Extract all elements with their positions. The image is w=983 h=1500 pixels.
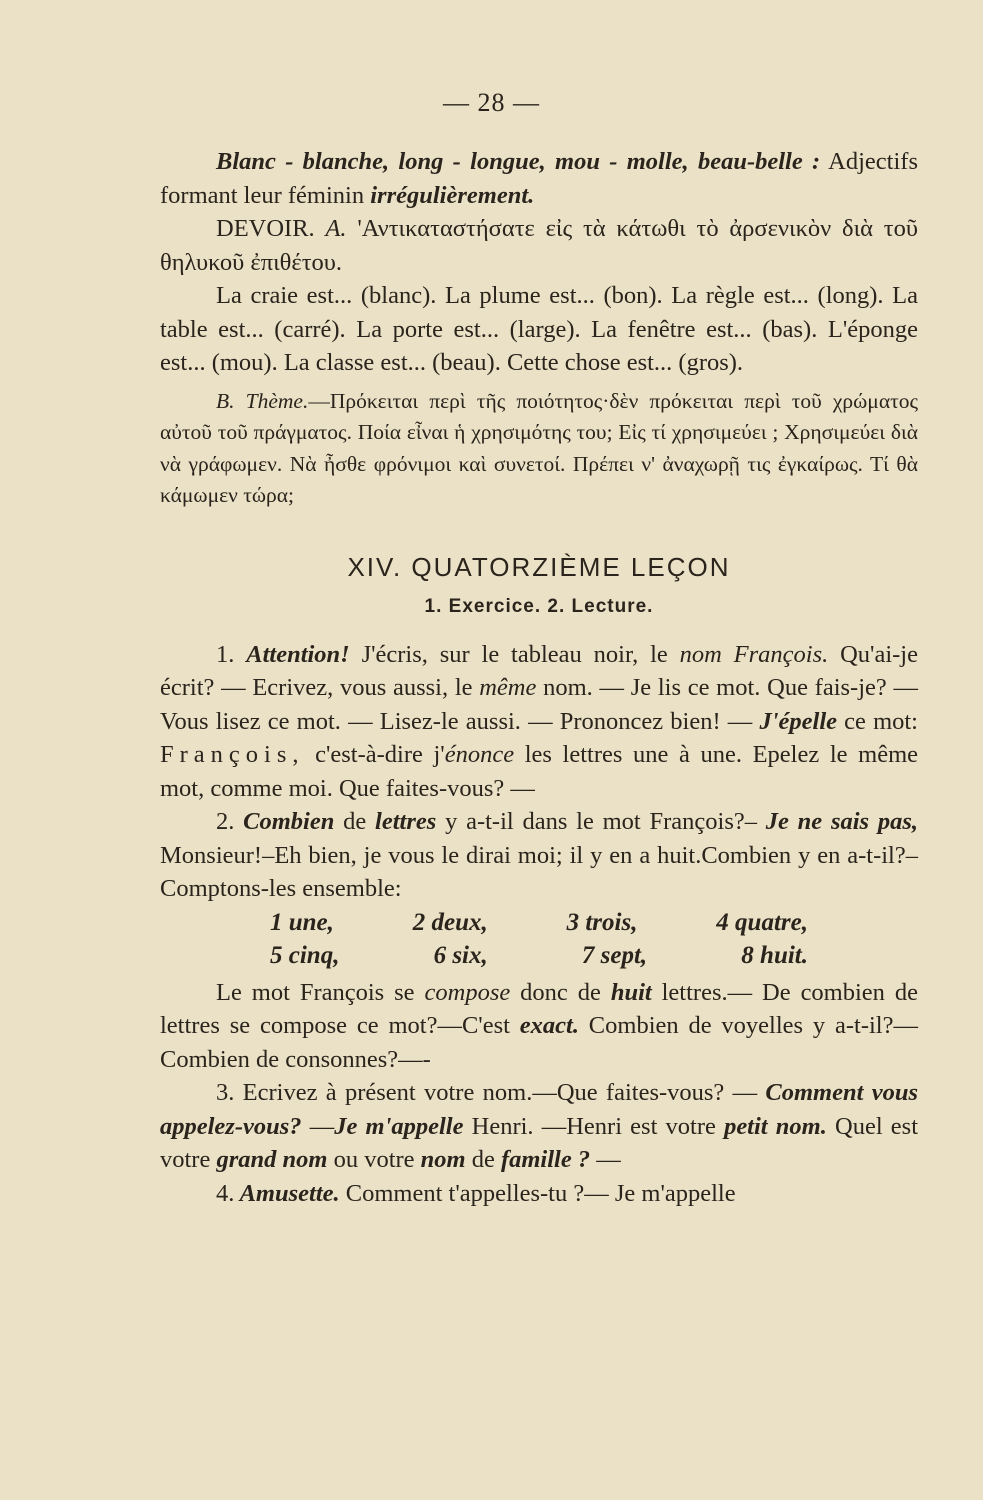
s3-k: de xyxy=(465,1146,501,1173)
s1-g: J'épelle xyxy=(759,707,837,735)
s2b-e: lettres.— De combien de lettres se compose ce mot?—C'est xyxy=(160,978,918,1039)
s2-b: de xyxy=(334,808,376,835)
s3-m: — xyxy=(590,1146,621,1173)
s1-k: les lettres une à une. Epelez le même mot, comme moi. Que faites-vous? — xyxy=(160,741,918,802)
s3-d: Je m'appelle xyxy=(334,1112,464,1140)
count-1: 1 une, xyxy=(270,908,334,936)
s1-i: c'est-à-dire j' xyxy=(304,741,445,768)
s2-f: Monsieur!–Eh bien, je vous le dirai moi; il y en a huit.Combien y en a-t-il?–Comptons-les ensemble: xyxy=(160,841,918,902)
s3-g: Quel est votre xyxy=(160,1112,919,1173)
s2b-c: donc de xyxy=(510,978,611,1006)
count-row-1 xyxy=(160,906,918,939)
page-body xyxy=(160,145,918,1210)
devoir-letter: A. xyxy=(325,215,347,242)
adjectives-paragraph xyxy=(160,145,918,212)
count-5: 5 cinq, xyxy=(270,941,340,969)
s1-e: même xyxy=(479,674,537,701)
adjectives-text: Adjectifs formant leur féminin xyxy=(160,148,918,209)
s2b-a: Le mot François se xyxy=(216,978,425,1006)
s3-h: grand nom xyxy=(216,1146,328,1173)
section-2-number: 2. xyxy=(216,808,235,835)
count-7: 7 sept, xyxy=(581,941,648,969)
section-3 xyxy=(160,1076,918,1177)
page-number: — 28 — xyxy=(443,88,540,117)
count-8: 8 huit. xyxy=(741,941,808,969)
devoir-paragraph xyxy=(160,212,918,279)
s1-b: J'écris, sur le tableau noir, le xyxy=(349,640,680,668)
s2b-d: huit xyxy=(610,978,652,1006)
count-2: 2 deux, xyxy=(412,908,488,936)
count-4: 4 quatre, xyxy=(716,908,808,936)
section-2b xyxy=(160,976,918,1077)
section-4-number: 4. xyxy=(216,1179,235,1207)
section-1 xyxy=(160,638,918,806)
theme-text: —Πρόκειται περὶ τῆς ποιότητος·δὲν πρόκειται περὶ τοῦ χρώματος αὐτοῦ τοῦ πράγματος. Ποία εἶναι ἡ χρησιμότης του; Εἰς τί χρησιμεύει ; Χρησιμεύει διὰ νὰ γράφωμεν. Νὰ ἦσθε φρόνιμοι καὶ συνετοί. Πρέπει ν' ἀναχωρῇ τις ἐγκαίρως. Τί θὰ κάμωμεν τώρα; xyxy=(160,388,918,507)
adjective-pairs: Blanc - blanche, long - longue, mou - molle, beau-belle : xyxy=(216,148,821,175)
count-6: 6 six, xyxy=(433,941,488,969)
s4-b: Comment t'appelles-tu ?— Je m'appelle xyxy=(339,1179,736,1207)
s1-a: Attention! xyxy=(246,640,350,668)
count-3: 3 trois, xyxy=(566,908,638,936)
section-3-number: 3. xyxy=(216,1079,235,1106)
s1-c: nom François. xyxy=(679,640,829,668)
s2-c: lettres xyxy=(375,808,437,835)
exercise-paragraph: La craie est... (blanc). La plume est... (bon). La règle est... (long). La table est... (carré). La porte est... (large). La fenêtre est... (bas). L'éponge est... (mou). La classe est... (beau). Cette chose est... (gros). xyxy=(160,282,918,376)
s2b-g: Combien de voyelles y a-t-il?—Combien de consonnes?—- xyxy=(160,1012,918,1073)
s2-a: Combien xyxy=(243,808,335,835)
s2-e: Je ne sais pas, xyxy=(765,808,919,835)
devoir-greek: 'Αντικαταστήσατε εἰς τὰ κάτωθι τὸ ἀρσενικὸν διὰ τοῦ θηλυκοῦ ἐπιθέτου. xyxy=(160,215,918,276)
s2-d: y a-t-il dans le mot François?– xyxy=(436,808,757,835)
s1-j: énonce xyxy=(444,741,515,768)
theme-label: B. Thème. xyxy=(216,388,309,413)
s1-f: nom. — Je lis ce mot. Que fais-je? — Vous lisez ce mot. — Lisez-le aussi. — Prononcez bien! — xyxy=(160,674,918,735)
s3-f: petit nom. xyxy=(724,1112,827,1140)
section-4 xyxy=(160,1177,918,1211)
s3-i: ou votre xyxy=(327,1146,421,1173)
s4-a: Amusette. xyxy=(234,1179,340,1207)
s3-b: Comment vous appelez-vous? xyxy=(160,1079,919,1140)
adjectives-emph: irrégulièrement. xyxy=(370,181,535,209)
lesson-title: XIV. QUATORZIÈME LEÇON xyxy=(347,551,731,582)
s3-e: Henri. —Henri est votre xyxy=(463,1112,725,1140)
s3-j: nom xyxy=(420,1146,466,1173)
s1-d: Qu'ai-je écrit? — Ecrivez, vous aussi, le xyxy=(160,640,918,701)
lesson-subtitle: 1. Exercice. 2. Lecture. xyxy=(424,595,654,617)
count-row-2 xyxy=(160,939,918,972)
s3-a: Ecrivez à présent votre nom.—Que faites-vous? — xyxy=(234,1079,766,1106)
s2b-b: compose xyxy=(424,978,511,1006)
s2b-f: exact. xyxy=(519,1012,579,1039)
devoir-label: DEVOIR. xyxy=(216,215,315,242)
section-1-number: 1. xyxy=(216,640,235,668)
s1-h: ce mot: xyxy=(837,707,918,735)
theme-paragraph xyxy=(160,386,918,512)
s1-spelled: François, xyxy=(160,741,305,768)
s3-l: famille ? xyxy=(500,1146,591,1173)
section-2 xyxy=(160,805,918,906)
s3-c: — xyxy=(301,1112,335,1140)
